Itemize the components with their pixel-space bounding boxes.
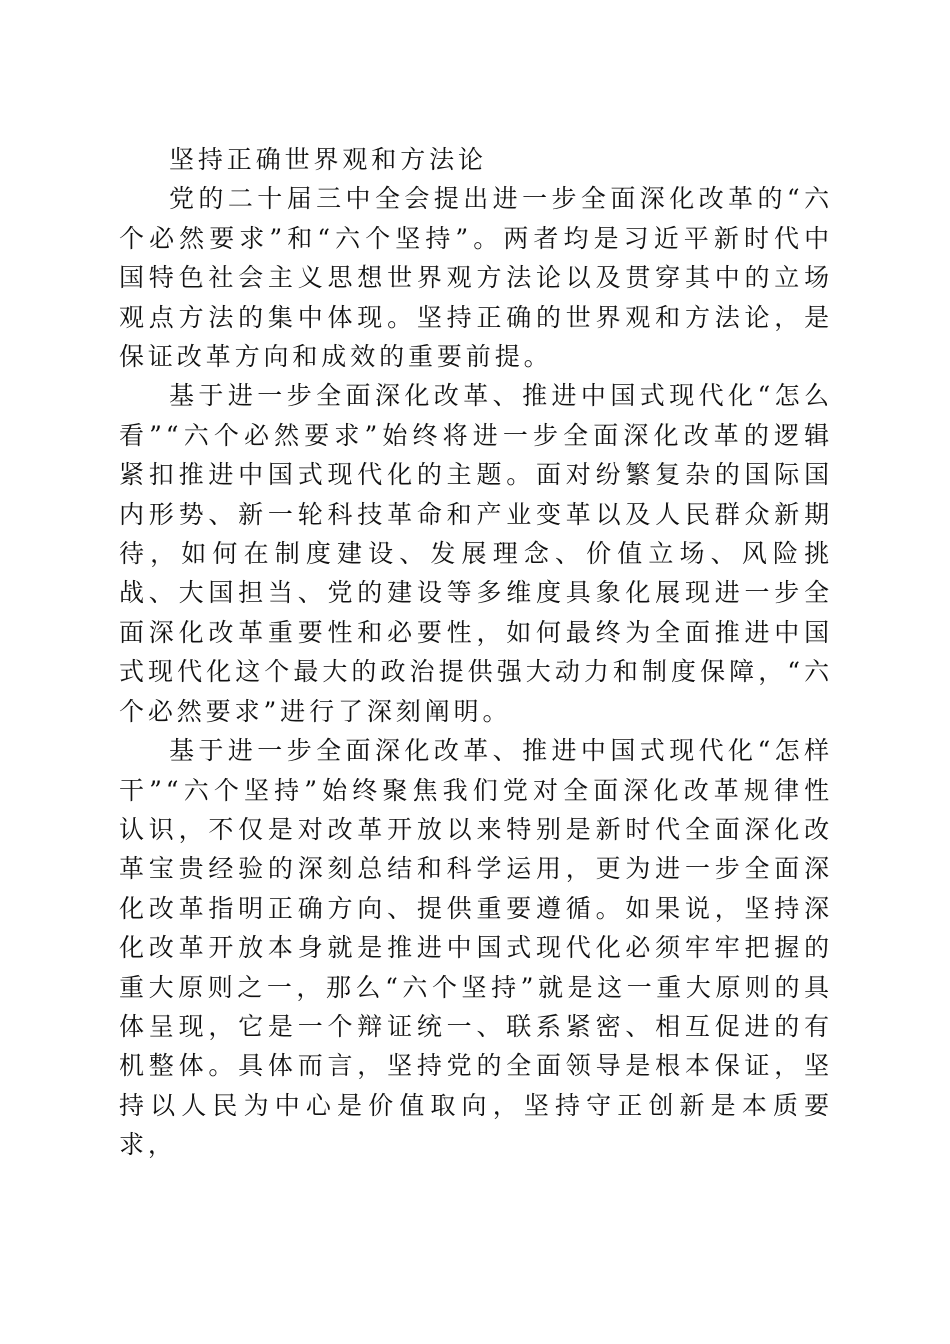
- paragraph: 基于进一步全面深化改革、推进中国式现代化“怎样干”“六个坚持”始终聚焦我们党对全面深化改革规律性认识，不仅是对改革开放以来特别是新时代全面深化改革宝贵经验的深刻总结和科学运用，更为进一步全面深化改革指明正确方向、提供重要遵循。如果说，坚持深化改革开放本身就是推进中国式现代化必须牢牢把握的重大原则之一，那么“六个坚持”就是这一重大原则的具体呈现，它是一个辩证统一、联系紧密、相互促进的有机整体。具体而言，坚持党的全面领导是根本保证，坚持以人民为中心是价值取向，坚持守正创新是本质要求，: [119, 736, 833, 1160]
- paragraph: 基于进一步全面深化改革、推进中国式现代化“怎么看”“六个必然要求”始终将进一步全面深化改革的逻辑紧扣推进中国式现代化的主题。面对纷繁复杂的国际国内形势、新一轮科技革命和产业变革以及人民群众新期待，如何在制度建设、发展理念、价值立场、风险挑战、大国担当、党的建设等多维度具象化展现进一步全面深化改革重要性和必要性，如何最终为全面推进中国式现代化这个最大的政治提供强大动力和制度保障，“六个必然要求”进行了深刻阐明。: [119, 381, 833, 726]
- document-title: 坚持正确世界观和方法论: [169, 145, 487, 174]
- paragraph: 党的二十届三中全会提出进一步全面深化改革的“六个必然要求”和“六个坚持”。两者均是习近平新时代中国特色社会主义思想世界观方法论以及贯穿其中的立场观点方法的集中体现。坚持正确的世界观和方法论，是保证改革方向和成效的重要前提。: [119, 184, 833, 372]
- document-body: [119, 140, 833, 1165]
